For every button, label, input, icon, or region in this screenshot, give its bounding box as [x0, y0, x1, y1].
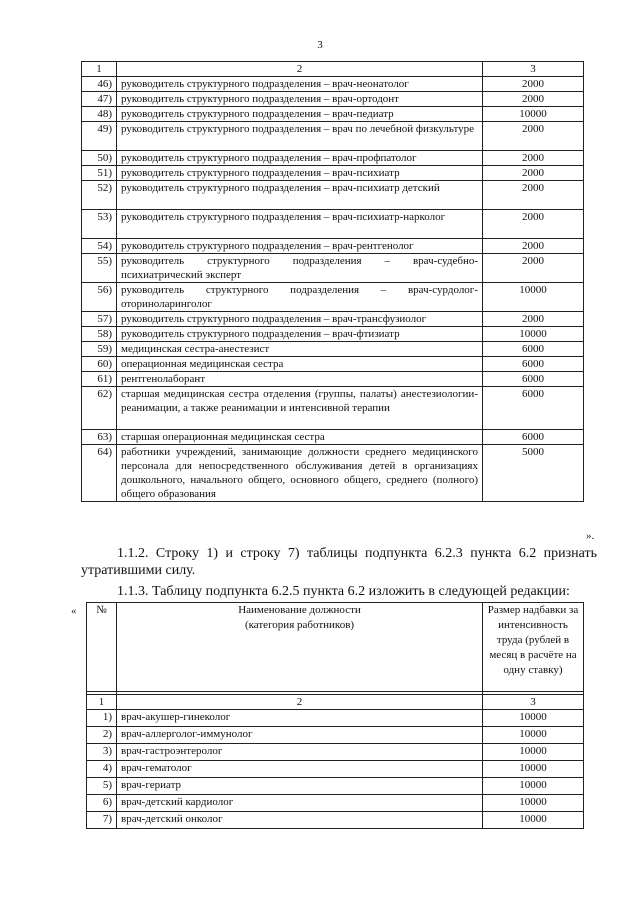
table-row	[87, 727, 584, 744]
allowance-amount: 2000	[483, 166, 584, 181]
column-number: 1	[82, 62, 117, 77]
position-name: врач-гериатр	[117, 778, 483, 795]
row-number: 4)	[87, 761, 117, 778]
position-name: руководитель структурного подразделения – врач-профпатолог	[117, 151, 483, 166]
position-name: руководитель структурного подразделения – врач-сурдолог-оториноларинголог	[117, 283, 483, 312]
row-number: 7)	[87, 812, 117, 829]
table-row	[82, 107, 584, 122]
table-row	[82, 122, 584, 151]
allowance-amount: 2000	[483, 239, 584, 254]
row-number: 63)	[82, 430, 117, 445]
allowance-amount: 6000	[483, 387, 584, 430]
row-number: 57)	[82, 312, 117, 327]
allowance-amount: 10000	[483, 283, 584, 312]
table-row	[82, 445, 584, 502]
position-name: врач-акушер-гинеколог	[117, 710, 483, 727]
table-column-numbers	[87, 695, 584, 710]
allowance-amount: 2000	[483, 92, 584, 107]
table-row	[82, 372, 584, 387]
allowance-amount: 5000	[483, 445, 584, 502]
row-number: 64)	[82, 445, 117, 502]
allowance-amount: 10000	[483, 710, 584, 727]
row-number: 61)	[82, 372, 117, 387]
position-name: руководитель структурного подразделения – врач-психиатр	[117, 166, 483, 181]
table-row	[82, 342, 584, 357]
position-name: операционная медицинская сестра	[117, 357, 483, 372]
table-row	[82, 283, 584, 312]
row-number: 51)	[82, 166, 117, 181]
header-number: №	[87, 603, 117, 692]
allowance-amount: 10000	[483, 761, 584, 778]
row-number: 48)	[82, 107, 117, 122]
position-name: руководитель структурного подразделения – врач-неонатолог	[117, 77, 483, 92]
position-name: руководитель структурного подразделения – врач-фтизиатр	[117, 327, 483, 342]
table-row	[87, 744, 584, 761]
header-position-name	[117, 603, 483, 692]
position-name: руководитель структурного подразделения – врач-рентгенолог	[117, 239, 483, 254]
position-name: врач-гематолог	[117, 761, 483, 778]
row-number: 46)	[82, 77, 117, 92]
table-column-numbers	[82, 62, 584, 77]
table-row	[87, 761, 584, 778]
position-name: руководитель структурного подразделения – врач-психиатр-нарколог	[117, 210, 483, 239]
table-row	[82, 166, 584, 181]
allowance-amount: 10000	[483, 327, 584, 342]
row-number: 1)	[87, 710, 117, 727]
table-row	[87, 778, 584, 795]
position-name: медицинская сестра-анестезист	[117, 342, 483, 357]
position-name: старшая медицинская сестра отделения (группы, палаты) анестезиологии-реанимации, а также реанимации и интенсивной терапии	[117, 387, 483, 430]
table-row	[82, 181, 584, 210]
table-continued	[81, 61, 584, 502]
position-name: руководитель структурного подразделения – врач-педиатр	[117, 107, 483, 122]
position-name: руководитель структурного подразделения – врач по лечебной физкультуре	[117, 122, 483, 151]
paragraph-1-1-2: 1.1.2. Строку 1) и строку 7) таблицы подпункта 6.2.3 пункта 6.2 признать утратившими силу.	[81, 546, 597, 578]
row-number: 52)	[82, 181, 117, 210]
table-row	[82, 312, 584, 327]
table-row	[82, 210, 584, 239]
page-number: 3	[317, 39, 323, 51]
row-number: 62)	[82, 387, 117, 430]
position-name: рентгенолаборант	[117, 372, 483, 387]
table-row	[87, 710, 584, 727]
table-row	[87, 812, 584, 829]
row-number: 55)	[82, 254, 117, 283]
allowance-amount: 6000	[483, 357, 584, 372]
allowance-amount: 6000	[483, 430, 584, 445]
row-number: 58)	[82, 327, 117, 342]
column-number: 2	[117, 695, 483, 710]
header-name-line1: Наименование должности	[238, 604, 361, 616]
allowance-amount: 2000	[483, 181, 584, 210]
row-number: 6)	[87, 795, 117, 812]
table-row	[82, 239, 584, 254]
closing-quote: ».	[586, 530, 595, 542]
row-number: 5)	[87, 778, 117, 795]
allowance-amount: 6000	[483, 372, 584, 387]
paragraph-1-1-3: 1.1.3. Таблицу подпункта 6.2.5 пункта 6.2 изложить в следующей редакции:	[117, 584, 570, 599]
table-row	[82, 151, 584, 166]
allowance-amount: 2000	[483, 151, 584, 166]
table-row	[82, 357, 584, 372]
position-name: руководитель структурного подразделения – врач-ортодонт	[117, 92, 483, 107]
position-name: врач-детский онколог	[117, 812, 483, 829]
header-amount: Размер надбавки за интенсивность труда (рублей в месяц в расчёте на одну ставку)	[483, 603, 584, 692]
allowance-amount: 10000	[483, 778, 584, 795]
allowance-amount: 2000	[483, 254, 584, 283]
row-number: 59)	[82, 342, 117, 357]
row-number: 3)	[87, 744, 117, 761]
position-name: руководитель структурного подразделения – врач-трансфузиолог	[117, 312, 483, 327]
allowance-amount: 10000	[483, 107, 584, 122]
allowance-amount: 10000	[483, 727, 584, 744]
position-name: работники учреждений, занимающие должности среднего медицинского персонала для непосредственного обслуживания детей в организациях дошкольного, начального общего, основного общего, среднего (полного) общего образования	[117, 445, 483, 502]
table-row	[82, 77, 584, 92]
row-number: 47)	[82, 92, 117, 107]
table-row	[87, 795, 584, 812]
table-row	[82, 327, 584, 342]
row-number: 56)	[82, 283, 117, 312]
row-number: 54)	[82, 239, 117, 254]
allowance-amount: 10000	[483, 744, 584, 761]
row-number: 2)	[87, 727, 117, 744]
row-number: 50)	[82, 151, 117, 166]
position-name: старшая операционная медицинская сестра	[117, 430, 483, 445]
row-number: 53)	[82, 210, 117, 239]
allowance-amount: 2000	[483, 312, 584, 327]
header-name-line2: (категория работников)	[244, 619, 355, 631]
allowance-amount: 10000	[483, 812, 584, 829]
table-row	[82, 92, 584, 107]
position-name: врач-гастроэнтеролог	[117, 744, 483, 761]
position-name: врач-аллерголог-иммунолог	[117, 727, 483, 744]
table-header	[87, 603, 584, 692]
opening-quote: «	[71, 605, 77, 617]
allowance-amount: 2000	[483, 77, 584, 92]
allowance-amount: 2000	[483, 122, 584, 151]
table-new-edition	[86, 602, 584, 829]
column-number: 3	[483, 695, 584, 710]
table-row	[82, 254, 584, 283]
allowance-amount: 2000	[483, 210, 584, 239]
row-number: 49)	[82, 122, 117, 151]
table-row	[82, 387, 584, 430]
column-number: 3	[483, 62, 584, 77]
position-name: врач-детский кардиолог	[117, 795, 483, 812]
allowance-amount: 6000	[483, 342, 584, 357]
allowance-amount: 10000	[483, 795, 584, 812]
column-number: 1	[87, 695, 117, 710]
position-name: руководитель структурного подразделения – врач-судебно-психиатрический эксперт	[117, 254, 483, 283]
column-number: 2	[117, 62, 483, 77]
row-number: 60)	[82, 357, 117, 372]
position-name: руководитель структурного подразделения – врач-психиатр детский	[117, 181, 483, 210]
table-row	[82, 430, 584, 445]
